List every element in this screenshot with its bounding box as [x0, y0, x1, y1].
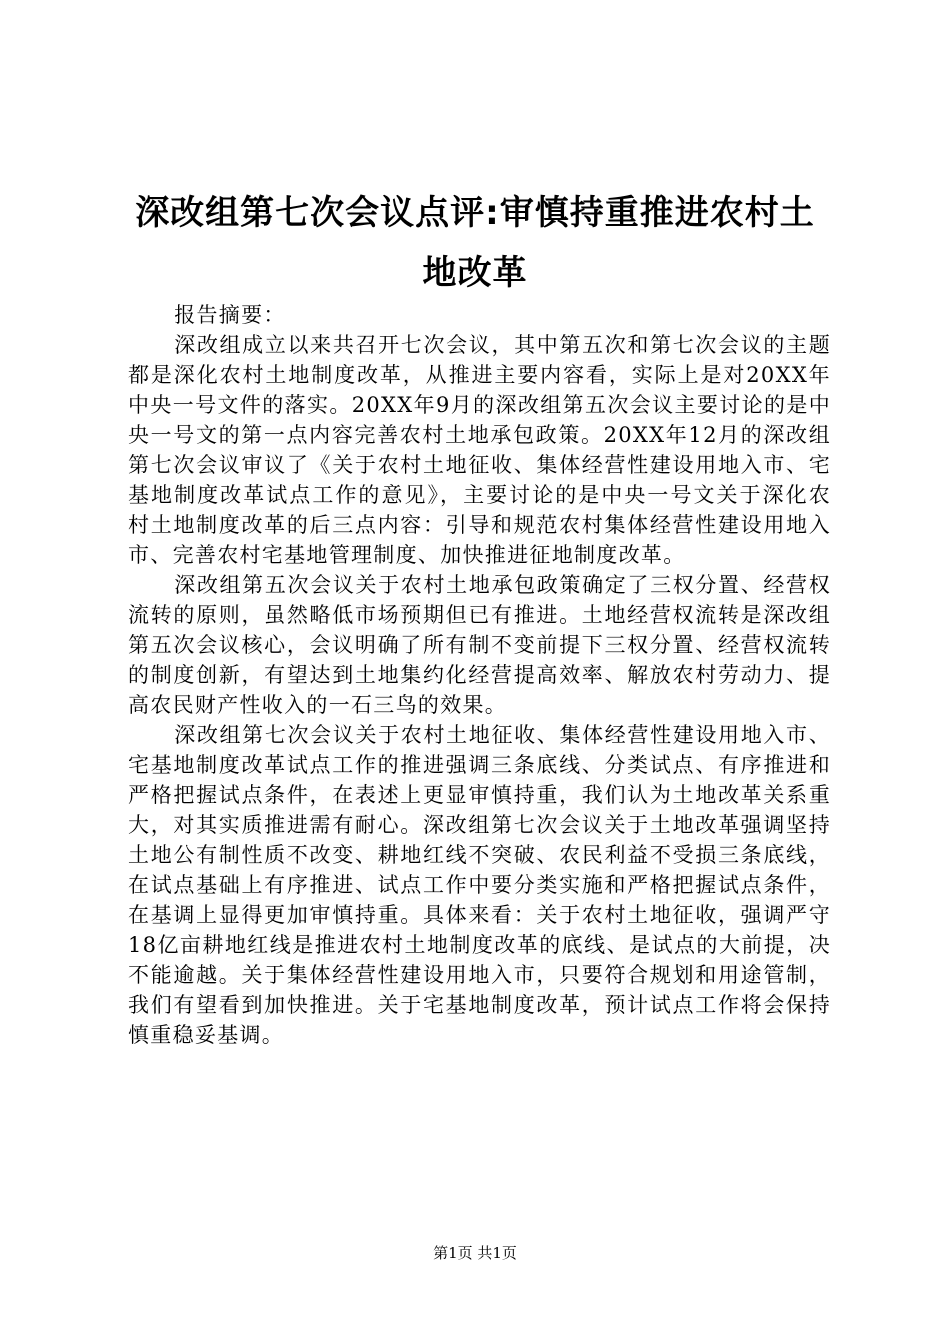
paragraph-3: 深改组第七次会议关于农村土地征收、集体经营性建设用地入市、宅基地制度改革试点工作的推进强调三条底线、分类试点、有序推进和严格把握试点条件，在表述上更显审慎持重，我们认为土地改革关系重大，对其实质推进需有耐心。深改组第七次会议关于土地改革强调坚持土地公有制性质不改变、耕地红线不突破、农民利益不受损三条底线，在试点基础上有序推进、试点工作中要分类实施和严格把握试点条件，在基调上显得更加审慎持重。具体来看：关于农村土地征收，强调严守18亿亩耕地红线是推进农村土地制度改革的底线、是试点的大前提，决不能逾越。关于集体经营性建设用地入市，只要符合规划和用途管制，我们有望看到加快推进。关于宅基地制度改革，预计试点工作将会保持慎重稳妥基调。 [128, 723, 831, 1047]
page-footer: 第1页 共1页 [433, 1244, 517, 1262]
paragraph-1: 深改组成立以来共召开七次会议，其中第五次和第七次会议的主题都是深化农村土地制度改革，从推进主要内容看，实际上是对20XX年中央一号文件的落实。20XX年9月的深改组第五次会议主要讨论的是中央一号文的第一点内容完善农村土地承包政策。20XX年12月的深改组第七次会议审议了《关于农村土地征收、集体经营性建设用地入市、宅基地制度改革试点工作的意见》，主要讨论的是中央一号文关于深化农村土地制度改革的后三点内容：引导和规范农村集体经营性建设用地入市、完善农村宅基地管理制度、加快推进征地制度改革。 [128, 333, 831, 567]
summary-label: 报告摘要： [174, 303, 286, 327]
document-body [128, 300, 831, 1050]
paragraph-2: 深改组第五次会议关于农村土地承包政策确定了三权分置、经营权流转的原则，虽然略低市场预期但已有推进。土地经营权流转是深改组第五次会议核心，会议明确了所有制不变前提下三权分置、经营权流转的制度创新，有望达到土地集约化经营提高效率、解放农村劳动力、提高农民财产性收入的一石三鸟的效果。 [128, 573, 831, 717]
document-title: 深改组第七次会议点评:审慎持重推进农村土地改革 [135, 193, 815, 293]
